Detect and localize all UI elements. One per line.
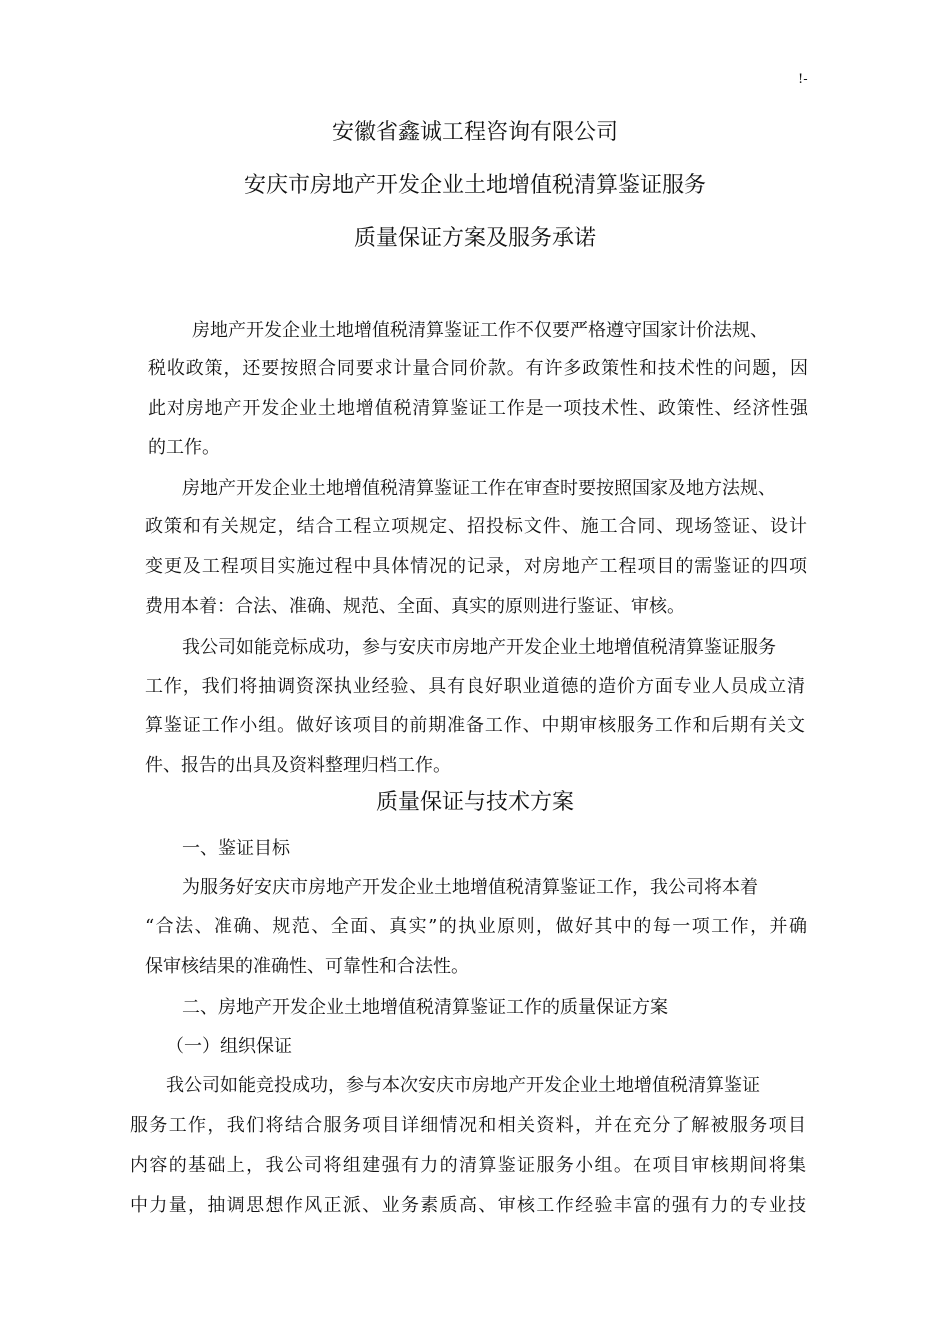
intro-p3-line1: 我公司如能竞标成功，参与安庆市房地产开发企业土地增值税清算鉴证服务 — [182, 637, 776, 658]
intro-p3-line3: 算鉴证工作小组。做好该项目的前期准备工作、中期审核服务工作和后期有关文 — [145, 715, 805, 736]
service-title: 安庆市房地产开发企业土地增值税清算鉴证服务 — [243, 173, 706, 198]
commitment-title: 质量保证方案及服务承诺 — [353, 226, 596, 251]
subsection-2-1-line4: 中力量，抽调思想作风正派、业务素质高、审核工作经验丰富的强有力的专业技 — [130, 1195, 806, 1216]
subsection-2-1-line2: 服务工作，我们将结合服务项目详细情况和相关资料，并在充分了解被服务项目 — [130, 1115, 806, 1136]
intro-p3-line4: 件、报告的出具及资料整理归档工作。 — [145, 755, 451, 776]
company-title: 安徽省鑫诚工程咨询有限公司 — [331, 120, 618, 145]
subsection-2-1-title: （一）组织保证 — [166, 1036, 292, 1057]
intro-p1-line4: 的工作。 — [148, 437, 220, 458]
intro-p1-line2: 税收政策，还要按照合同要求计量合同价款。有许多政策性和技术性的问题，因 — [148, 358, 808, 379]
subsection-1-line3: 保审核结果的准确性、可靠性和合法性。 — [145, 956, 469, 977]
subsection-2-title: 二、房地产开发企业土地增值税清算鉴证工作的质量保证方案 — [182, 997, 668, 1018]
intro-p2-line4: 费用本着：合法、准确、规范、全面、真实的原则进行鉴证、审核。 — [145, 596, 685, 617]
intro-p1-line3: 此对房地产开发企业土地增值税清算鉴证工作是一项技术性、政策性、经济性强 — [148, 398, 808, 419]
page-marker: !- — [798, 72, 808, 87]
intro-p1-line1: 房地产开发企业土地增值税清算鉴证工作不仅要严格遵守国家计价法规、 — [192, 320, 768, 341]
intro-p2-line2: 政策和有关规定，结合工程立项规定、招投标文件、施工合同、现场签证、设计 — [145, 516, 807, 537]
intro-p2-line3: 变更及工程项目实施过程中具体情况的记录，对房地产工程项目的需鉴证的四项 — [145, 556, 807, 577]
subsection-2-1-line3: 内容的基础上，我公司将组建强有力的清算鉴证服务小组。在项目审核期间将集 — [130, 1155, 806, 1176]
subsection-1-title: 一、鉴证目标 — [182, 838, 290, 859]
intro-p2-line1: 房地产开发企业土地增值税清算鉴证工作在审查时要按照国家及地方法规、 — [182, 478, 776, 499]
intro-p3-line2: 工作，我们将抽调资深执业经验、具有良好职业道德的造价方面专业人员成立清 — [145, 676, 805, 697]
subsection-1-line1: 为服务好安庆市房地产开发企业土地增值税清算鉴证工作，我公司将本着 — [182, 877, 758, 898]
section-heading: 质量保证与技术方案 — [375, 790, 574, 815]
subsection-2-1-line1: 我公司如能竞投成功，参与本次安庆市房地产开发企业土地增值税清算鉴证 — [166, 1075, 760, 1096]
subsection-1-line2: “合法、准确、规范、全面、真实”的执业原则，做好其中的每一项工作，并确 — [145, 916, 807, 937]
